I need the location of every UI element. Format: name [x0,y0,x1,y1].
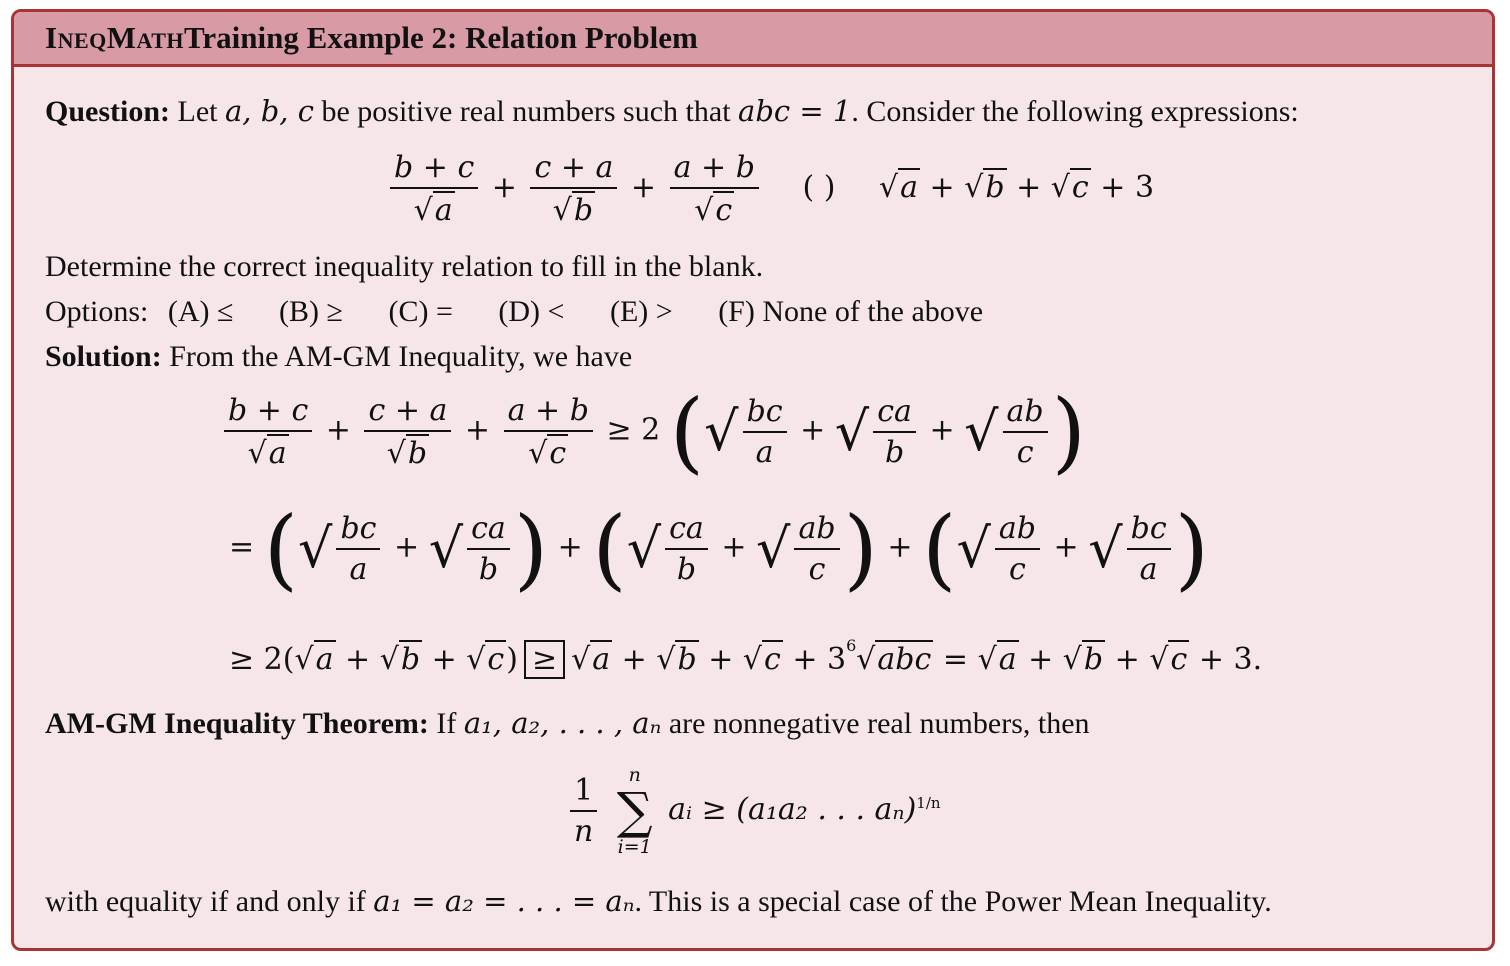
option-e: (E) > [609,295,673,328]
closing-text-before: with equality if and only if [45,885,374,918]
theorem-formula: $\frac{1}{n}$ n ∑ i=1 aᵢ ≥ (a₁a₂ . . . aₙ)$^{1/n}$ [566,764,941,858]
instruction: Determine the correct inequality relation to fill in the blank. [45,250,764,283]
theorem-label: AM-GM Inequality Theorem: [45,707,429,740]
options-line [45,295,1021,329]
title-small-caps: IneqMath [45,20,185,55]
line2-relation: = [229,529,255,565]
question-label: Question: [45,95,171,128]
theorem-exponent: 1/n [916,794,941,812]
question-line [45,94,1299,129]
option-a: (A) ≤ [167,295,234,328]
theorem-vars: a₁, a₂, . . . , aₙ [463,706,662,740]
solution-text: From the AM-GM Inequality, we have [161,340,633,373]
solution-eq-line-3: ≥ 2( √ a + √ b + √ c ) ≥ √ a + √ b + √ c + $3^6$ √ abc = √ a + √ b + √ c + 3. [229,636,1263,677]
theorem-frac-den: n [574,814,594,849]
solution-label: Solution: [45,340,162,373]
question-condition: abc = 1 [738,94,852,128]
solution-eq-line-2: = (√ $\frac{bc}{a}$ + √ $\frac{ca}{b}$ ) + (√ $\frac{ca}{b}$ + √ $\frac{ab}{c}$ ) + (√ $\frac{ab}{c}$ + √ $\frac{bc}{a}$ ) [229,497,1209,600]
question-expression: b + c √ a + c + a √ b + a + b √ c ( ) √ a + √ b + √ c + 3 [386,150,1154,228]
box-header [14,12,1492,67]
line3-relation: ≥ 2 [229,642,283,677]
example-box [11,9,1495,951]
line1-relation: ≥ 2 [606,412,661,448]
option-d: (D) < [498,295,565,328]
theorem-frac-num: 1 [570,773,597,812]
options-label: Options: [45,295,149,328]
option-b: (B) ≥ [278,295,343,328]
rhs-constant: + 3 [1100,170,1155,205]
line3-equals: = [942,642,978,677]
sum-lower: i=1 [617,836,652,858]
sum-upper: n [628,764,641,786]
option-f: (F) None of the above [718,295,984,328]
theorem-text-before: If [428,707,464,740]
boxed-relation: ≥ [524,640,565,679]
theorem-term: aᵢ ≥ (a₁a₂ . . . aₙ) [668,792,917,827]
theorem-text-after: are nonnegative real numbers, then [661,707,1090,740]
title-rest: Training Example 2: Relation Problem [184,20,698,55]
solution-eq-line-1: b + c √ a + c + a √ b + a + b √ c ≥ 2 (√ $\frac{bc}{a}$ + √ $\frac{ca}{b}$ + √ $\frac{ab}{c}$ ) [220,392,1086,471]
closing-condition: a₁ = a₂ = . . . = aₙ [373,884,635,918]
solution-line [45,340,632,374]
theorem-line [45,706,1090,741]
option-c: (C) = [388,295,453,328]
question-text-mid: be positive real numbers such that [313,95,739,128]
closing-line [45,884,1272,919]
closing-text-after: . This is a special case of the Power Mean Inequality. [634,885,1272,918]
question-text-after: . Consider the following expressions: [851,95,1299,128]
question-text-before: Let [170,95,225,128]
blank-slot: ( ) [802,170,836,205]
line3-final: + 3. [1198,642,1263,677]
question-vars: a, b, c [225,94,314,128]
